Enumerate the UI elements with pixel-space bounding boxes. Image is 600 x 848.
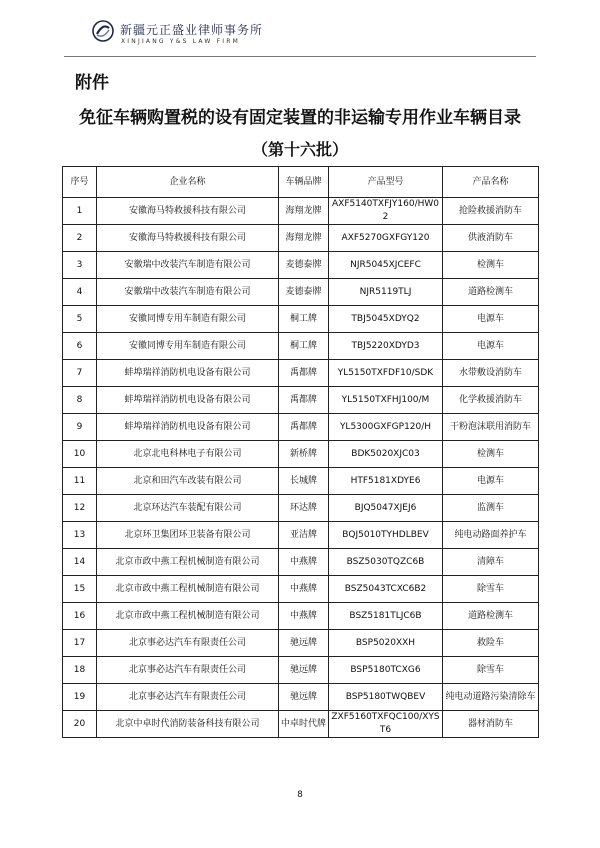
- cell-serial: 6: [63, 333, 97, 360]
- cell-model: NJR5119TLJ: [329, 279, 443, 306]
- table-row: [63, 198, 539, 225]
- cell-company: 北京北电科林电子有限公司: [97, 441, 279, 468]
- cell-serial: 3: [63, 252, 97, 279]
- cell-model: YL5150TXFDF10/SDK: [329, 360, 443, 387]
- cell-brand: 中燕牌: [279, 576, 329, 603]
- cell-company: 安徽同博专用车制造有限公司: [97, 306, 279, 333]
- cell-company: 蚌埠瑞祥消防机电设备有限公司: [97, 387, 279, 414]
- cell-serial: 4: [63, 279, 97, 306]
- cell-model: BQJ5010TYHDLBEV: [329, 522, 443, 549]
- cell-serial: 5: [63, 306, 97, 333]
- cell-product: 化学救援消防车: [443, 387, 539, 414]
- cell-brand: 麦德泰牌: [279, 279, 329, 306]
- cell-serial: 16: [63, 603, 97, 630]
- cell-serial: 18: [63, 657, 97, 684]
- cell-model: BSP5180TCXG6: [329, 657, 443, 684]
- cell-brand: 驰远牌: [279, 657, 329, 684]
- cell-brand: 禹都牌: [279, 414, 329, 441]
- cell-brand: 禹都牌: [279, 360, 329, 387]
- cell-model: BSP5180TWQBEV: [329, 684, 443, 711]
- table-row: [63, 576, 539, 603]
- firm-name-cn: 新疆元正盛业律师事务所: [120, 23, 264, 37]
- document-subtitle: （第十六批）: [251, 140, 348, 159]
- cell-brand: 驰远牌: [279, 630, 329, 657]
- cell-product: 清障车: [443, 549, 539, 576]
- header-brand: 车辆品牌: [279, 167, 329, 198]
- cell-company: 北京环卫集团环卫装备有限公司: [97, 522, 279, 549]
- cell-serial: 1: [63, 198, 97, 225]
- cell-brand: 海翔龙牌: [279, 225, 329, 252]
- cell-model: BSZ5043TCXC6B2: [329, 576, 443, 603]
- cell-serial: 7: [63, 360, 97, 387]
- cell-brand: 海翔龙牌: [279, 198, 329, 225]
- table-row: [63, 306, 539, 333]
- cell-company: 安徽海马特救援科技有限公司: [97, 198, 279, 225]
- cell-product: 干粉泡沫联用消防车: [443, 414, 539, 441]
- cell-company: 安徽同博专用车制造有限公司: [97, 333, 279, 360]
- cell-company: 北京市政中燕工程机械制造有限公司: [97, 603, 279, 630]
- cell-brand: 环达牌: [279, 495, 329, 522]
- cell-serial: 11: [63, 468, 97, 495]
- table-row: [63, 360, 539, 387]
- cell-product: 器材消防车: [443, 711, 539, 738]
- cell-serial: 10: [63, 441, 97, 468]
- table-row: [63, 630, 539, 657]
- cell-product: 供液消防车: [443, 225, 539, 252]
- table-header-row: [63, 167, 539, 198]
- cell-company: 北京市政中燕工程机械制造有限公司: [97, 576, 279, 603]
- vehicle-catalog-table: [62, 166, 539, 738]
- cell-product: 除雪车: [443, 576, 539, 603]
- cell-product: 纯电动路面养护车: [443, 522, 539, 549]
- cell-model: BSP5020XXH: [329, 630, 443, 657]
- cell-brand: 长城牌: [279, 468, 329, 495]
- cell-model: YL5300GXFGP120/H: [329, 414, 443, 441]
- cell-model: YL5150TXFHJ100/M: [329, 387, 443, 414]
- cell-product: 抢险救援消防车: [443, 198, 539, 225]
- cell-brand: 亚洁牌: [279, 522, 329, 549]
- table-row: [63, 549, 539, 576]
- cell-company: 北京环达汽车装配有限公司: [97, 495, 279, 522]
- cell-product: 检测车: [443, 252, 539, 279]
- cell-product: 道路检测车: [443, 279, 539, 306]
- cell-model: BJQ5047XJEJ6: [329, 495, 443, 522]
- cell-model: BSZ5181TLJC6B: [329, 603, 443, 630]
- table-row: [63, 657, 539, 684]
- document-title: 免征车辆购置税的设有固定装置的非运输专用作业车辆目录: [79, 108, 521, 128]
- header-model: 产品型号: [329, 167, 443, 198]
- cell-company: 蚌埠瑞祥消防机电设备有限公司: [97, 414, 279, 441]
- table-row: [63, 252, 539, 279]
- cell-company: 北京中卓时代消防装备科技有限公司: [97, 711, 279, 738]
- cell-model: AXF5140TXFJY160/HW02: [329, 198, 443, 225]
- cell-brand: 麦德泰牌: [279, 252, 329, 279]
- cell-model: TBJ5220XDYD3: [329, 333, 443, 360]
- cell-serial: 14: [63, 549, 97, 576]
- cell-company: 安徽海马特救援科技有限公司: [97, 225, 279, 252]
- cell-serial: 8: [63, 387, 97, 414]
- table-row: [63, 333, 539, 360]
- attachment-label: 附件: [75, 73, 109, 93]
- cell-company: 北京事必达汽车有限责任公司: [97, 630, 279, 657]
- table-row: [63, 495, 539, 522]
- cell-product: 救险车: [443, 630, 539, 657]
- table-row: [63, 468, 539, 495]
- cell-model: HTF5181XDYE6: [329, 468, 443, 495]
- cell-model: BSZ5030TQZC6B: [329, 549, 443, 576]
- cell-model: BDK5020XJC03: [329, 441, 443, 468]
- table-row: [63, 711, 539, 738]
- cell-serial: 12: [63, 495, 97, 522]
- cell-product: 监测车: [443, 495, 539, 522]
- cell-product: 纯电动道路污染清除车: [443, 684, 539, 711]
- cell-serial: 9: [63, 414, 97, 441]
- cell-brand: 桐工牌: [279, 306, 329, 333]
- cell-model: TBJ5045XDYQ2: [329, 306, 443, 333]
- firm-name-en: XINJIANG Y&S LAW FIRM: [121, 38, 240, 45]
- table-row: [63, 414, 539, 441]
- firm-logo-icon: [92, 20, 114, 42]
- header-product: 产品名称: [443, 167, 539, 198]
- cell-brand: 新桥牌: [279, 441, 329, 468]
- cell-serial: 13: [63, 522, 97, 549]
- cell-serial: 19: [63, 684, 97, 711]
- letterhead: [92, 14, 312, 50]
- cell-company: 北京和田汽车改装有限公司: [97, 468, 279, 495]
- table-row: [63, 279, 539, 306]
- cell-brand: 中燕牌: [279, 549, 329, 576]
- page-number: 8: [297, 790, 303, 800]
- cell-serial: 2: [63, 225, 97, 252]
- cell-product: 除雪车: [443, 657, 539, 684]
- cell-product: 水带敷设消防车: [443, 360, 539, 387]
- cell-brand: 禹都牌: [279, 387, 329, 414]
- cell-serial: 20: [63, 711, 97, 738]
- cell-model: NJR5045XJCEFC: [329, 252, 443, 279]
- table-row: [63, 225, 539, 252]
- cell-product: 电源车: [443, 306, 539, 333]
- cell-company: 北京市政中燕工程机械制造有限公司: [97, 549, 279, 576]
- table-row: [63, 603, 539, 630]
- table-row: [63, 387, 539, 414]
- cell-brand: 中卓时代牌: [279, 711, 329, 738]
- cell-product: 检测车: [443, 441, 539, 468]
- cell-model: ZXF5160TXFQC100/XYST6: [329, 711, 443, 738]
- header-company: 企业名称: [97, 167, 279, 198]
- cell-brand: 中燕牌: [279, 603, 329, 630]
- table-row: [63, 522, 539, 549]
- cell-brand: 桐工牌: [279, 333, 329, 360]
- cell-model: AXF5270GXFGY120: [329, 225, 443, 252]
- cell-company: 安徽瑞中改装汽车制造有限公司: [97, 252, 279, 279]
- cell-company: 北京事必达汽车有限责任公司: [97, 657, 279, 684]
- table-row: [63, 441, 539, 468]
- table-row: [63, 684, 539, 711]
- header-serial: 序号: [63, 167, 97, 198]
- cell-company: 蚌埠瑞祥消防机电设备有限公司: [97, 360, 279, 387]
- cell-brand: 驰远牌: [279, 684, 329, 711]
- cell-company: 安徽瑞中改装汽车制造有限公司: [97, 279, 279, 306]
- header-divider: [64, 56, 536, 57]
- cell-product: 电源车: [443, 468, 539, 495]
- cell-serial: 15: [63, 576, 97, 603]
- cell-product: 道路检测车: [443, 603, 539, 630]
- cell-company: 北京事必达汽车有限责任公司: [97, 684, 279, 711]
- cell-serial: 17: [63, 630, 97, 657]
- cell-product: 电源车: [443, 333, 539, 360]
